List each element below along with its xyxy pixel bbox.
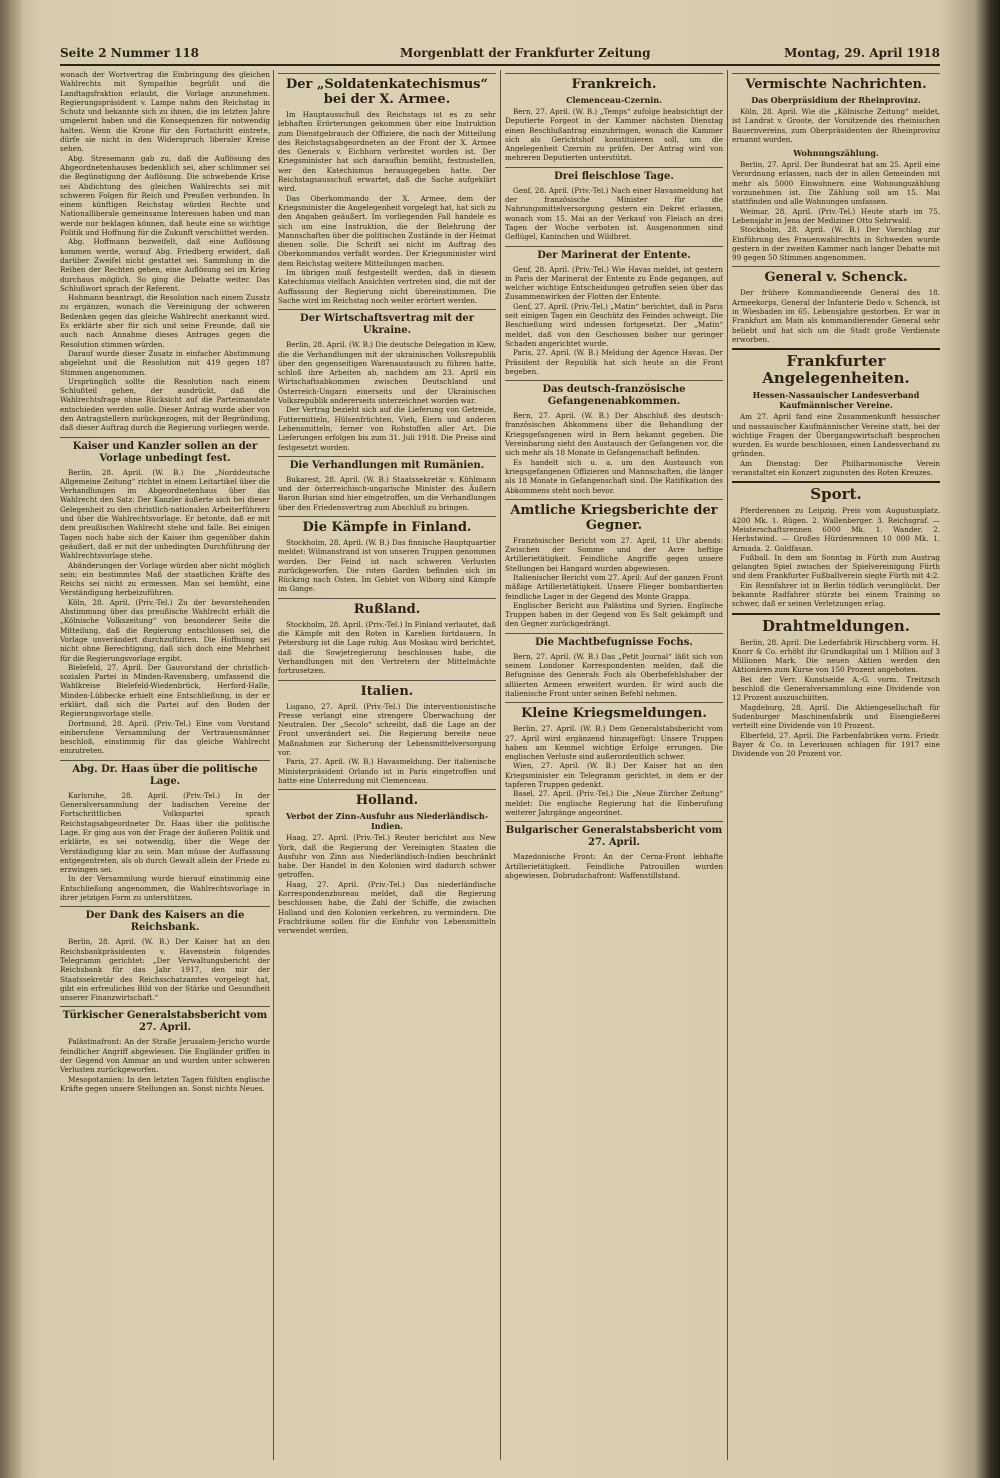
paragraph: Bielefeld, 27. April. Der Gauvorstand der christlich-sozialen Partei in Minden-Ravensberg, umfassend die Wahlkreise Bielefeld-Wiedenbrück, Herford-Halle, Minden-Lübbecke erhielt eine Entschließung, in der er erklärt, daß sich die Partei auf den Boden der Regierungsvorlage stelle. (60, 662, 270, 719)
article (732, 107, 940, 144)
paragraph: Basel, 27. April. (Priv.-Tel.) Die „Neue Zürcher Zeitung“ meldet: Die englische Regierung hat die Einberufung weiterer Jahrgänge angeordnet. (505, 789, 723, 817)
article (60, 1037, 270, 1093)
headline: Die Kämpfe in Finland. (278, 516, 496, 535)
paragraph: Wien, 27. April. (W. B.) Der Kaiser hat an den Kriegsminister ein Telegramm gerichtet, in dem er der tapferen Truppen gedenkt. (505, 761, 723, 790)
headline: Der Marinerat der Entente. (505, 246, 723, 262)
page-header (60, 42, 940, 66)
paragraph: Bukarest, 28. April. (W. B.) Staatssekretär v. Kühlmann und der österreichisch-ungarische Minister des Äußern Baron Burian sind hier eingetroffen, um die Verhandlungen über den Friedensvertrag zum Abschluß zu bringen. (278, 474, 496, 512)
headline: General v. Schenck. (732, 266, 940, 285)
article (60, 468, 270, 756)
article (732, 160, 940, 262)
paragraph: Stockholm, 28. April. (Priv.-Tel.) In Finland verlautet, daß die Kämpfe mit den Roten in Karelien fortdauern. In Petersburg ist die Lage ruhig. Aus Moskau wird berichtet, daß die Sowjetregierung beschlossen habe, die Verhandlungen mit den Vertretern der Mittelmächte fortzusetzen. (278, 619, 496, 676)
paragraph: Lugano, 27. April. (Priv.-Tel.) Die interventionistische Presse verlangt eine strengere Überwachung der Neutralen. Der „Secolo“ schreibt, daß die Lage an der Front unverändert sei. Die Regierung bereite neue Maßnahmen zur Sicherung der Lebensmittelversorgung vor. (278, 701, 496, 758)
paragraph: Berlin, 28. April. (W. B.) Die deutsche Delegation in Kiew, die die Verhandlungen mit der ukrainischen Volksrepublik über den gegenseitigen Warenaustausch zu führen hatte, schloß ihre Arbeiten ab, nachdem am 23. April ein Wirtschaftsabkommen zwischen Deutschland und Österreich-Ungarn einerseits und der Ukrainischen Volksrepublik andererseits unterzeichnet worden war. (278, 340, 496, 406)
paragraph: Abänderungen der Vorlage würden aber nicht möglich sein; ein bestimmtes Maß der staatlichen Kräfte des Reichs sei nicht zu ermessen. Man sei bemüht, eine Verständigung herbeizuführen. (60, 560, 270, 598)
article (732, 288, 940, 344)
subheadline: Das Oberpräsidium der Rheinprovinz. (751, 95, 921, 105)
paragraph: wonach der Wortvertrag die Einbringung des gleichen Wahlrechts mit Sympathie begrüßt und die Landtagsfraktion erlaubt, die Vorlage anzunehmen. Regierungspräsident v. Lampe nahm den Reichstag in Schutz und bekannte sich zu ihnen, die im letzten Jahre umgelernt haben und die Konsequenzen für notwendig halten. Wenn die Krone für den Fortschritt eintrete, dürfe sie nicht in den Widerspruch liberaler Kreise sehen. (60, 70, 270, 154)
article (278, 538, 496, 594)
headline: Die Verhandlungen mit Rumänien. (278, 456, 496, 472)
article (505, 536, 723, 629)
headline: Das deutsch-französische Gefangenenabkommen. (505, 380, 723, 408)
paragraph: Stockholm, 28. April. (W. B.) Der Vorschlag zur Einführung des Frauenwahlrechts in Schweden wurde gestern in der zweiten Kammer nach langer Debatte mit 99 gegen 50 Stimmen angenommen. (732, 225, 940, 263)
article (732, 412, 940, 477)
article (60, 791, 270, 903)
paragraph: Im Hauptausschuß des Reichstags ist es zu sehr lebhaften Erörterungen gekommen über eine Instruktion zum Dienstgebrauch der Offiziere, die nach der Mitteilung des Reichstagsabgeordneten an der Front der X. Armee des Generals v. Eichhorn verbreitet worden ist. Der Kriegsminister hat sich daraufhin bemüht, festzustellen, wer den Katechismus herausgegeben hatte. Der Reichstagsausschuß erwartet, daß die Sache aufgeklärt wird. (278, 110, 496, 194)
paragraph: Ursprünglich sollte die Resolution nach einem Schlußteil gehen, der ausdrückt, daß die Wahlrechtsfrage ohne Rücksicht auf die Parteimandate entschieden werden solle. Dieser Antrag wurde aber von den Antragstellern zurückgezogen, mit der Begründung, daß dieser Auftrag durch die Regierung vorliegen werde. (60, 376, 270, 433)
paragraph: Paris, 27. April. (W. B.) Meldung der Agence Havas. Der Präsident der Republik hat sich heute an die Front begeben. (505, 348, 723, 376)
headline: Abg. Dr. Haas über die politische Lage. (60, 760, 270, 788)
article (278, 475, 496, 512)
paragraph: Am 27. April fand eine Zusammenkunft hessischer und nassauischer Kaufmännischer Vereine statt, bei der wichtige Fragen der Übergangswirtschaft besprochen wurden. Es wurde beschlossen, einen Landesverband zu gründen. (732, 412, 940, 459)
headline: Frankreich. (505, 73, 723, 92)
headline: Kleine Kriegsmeldungen. (505, 702, 723, 721)
headline: Drei fleischlose Tage. (505, 167, 723, 183)
paragraph: Bei der Verr. Kunstseide A.-G. vorm. Treitzsch beschloß die Generalversammlung eine Dividende von 12 Prozent auszuschütten. (732, 674, 940, 703)
paragraph: Stockholm, 28. April. (W. B.) Das finnische Hauptquartier meldet: Wilmanstrand ist von unseren Truppen genommen worden. Der Feind ist nach schweren Verlusten zurückgeworfen. Die roten Garden befinden sich im Rückzug nach Osten. Im Gebiet von Wiborg sind Kämpfe im Gange. (278, 537, 496, 594)
paragraph: Elberfeld, 27. April. Die Farbenfabriken vorm. Friedr. Bayer & Co. in Leverkusen schlagen für 1917 eine Dividende von 20 Prozent vor. (732, 730, 940, 759)
paragraph: Französischer Bericht vom 27. April, 11 Uhr abends: Zwischen der Somme und der Avre heftige Artillerietätigkeit. Feindliche Angriffe gegen unsere Stellungen bei Hangard wurden abgewiesen. (505, 535, 723, 573)
paragraph: Berlin, 27. April. (W. B.) Dem Generalstabsbericht vom 27. April wird ergänzend hinzugefügt: Unsere Truppen haben am Kemmel wichtige Erfolge errungen. Die englischen Verluste sind außerordentlich schwer. (505, 724, 723, 762)
paragraph: Am Dienstag: Der Philharmonische Verein veranstaltet ein Konzert zugunsten des Roten Kreuzes. (732, 458, 940, 478)
paragraph: Es handelt sich u. a. um den Austausch von kriegsgefangenen Offizieren und Mannschaften, die länger als 18 Monate in Gefangenschaft sind. Die Ratifikation des Abkommens steht noch bevor. (505, 457, 723, 495)
headline: Der Dank des Kaisers an die Reichsbank. (60, 906, 270, 934)
paragraph: Hohmann beantragt, die Resolution nach einem Zusatz zu ergänzen, wonach die Vereinigung der schweren Bedenken gegen das gleiche Wahlrecht anerkannt wird. Es erklärte aber für sich und seine Freunde, daß sie auch nach Annahme dieses Antrages gegen die Resolution stimmen würden. (60, 293, 270, 349)
article (505, 107, 723, 163)
paragraph: Bern, 27. April. (W. B.) „Temps“ zufolge beabsichtigt der Deputierte Forgeot in der Kammer nächsten Dienstag einen Beschlußantrag einzubringen, wonach die Kammer sich als Gerichtshof konstituieren soll, um die Angelegenheit Czernin zu prüfen. Der Antrag wird von mehreren Deputierten unterstützt. (505, 107, 723, 163)
page-number: Seite 2 Nummer 118 (60, 46, 200, 60)
paragraph: Palästinafront: An der Straße Jerusalem-Jericho wurde feindlicher Angriff abgewiesen. Die Engländer griffen in der Gegend von Ammar an und wurden unter schweren Verlusten zurückgeworfen. (60, 1037, 270, 1075)
article (278, 340, 496, 452)
paragraph: Darauf wurde dieser Zusatz in einfacher Abstimmung abgelehnt und die Resolution mit 419 gegen 187 Stimmen angenommen. (60, 348, 270, 377)
article (732, 638, 940, 759)
paragraph: Berlin, 28. April. Die Lederfabrik Hirschberg vorm. H. Knorr & Co. erhöht ihr Grundkapital um 1 Million auf 3 Millionen Mark. Die neuen Aktien werden den Aktionären zum Kurse von 150 Prozent angeboten. (732, 637, 940, 675)
paragraph: Pferderennen zu Leipzig. Preis vom Augustusplatz. 4200 Mk. 1. Rügen. 2. Wallenberger. 3. Reichsgraf. — Meisterschaftsrennen 6000 Mk. 1. Wander. 2. Herbstwind. — Großes Hürdenrennen 10 000 Mk. 1. Armada. 2. Goldfasan. (732, 506, 940, 553)
subheadline: Wohnungszählung. (793, 148, 879, 159)
article (278, 620, 496, 676)
paragraph: Genf, 28. April. (Priv.-Tel.) Wie Havas meldet, ist gestern in Paris der Marinerat der Entente zu Ende gegangen, auf welcher wichtige Entscheidungen getroffen seien über das Zusammenwirken der Flotten der Entente. (505, 264, 723, 302)
article (505, 652, 723, 698)
headline: Die Machtbefugnisse Fochs. (505, 633, 723, 649)
article (278, 110, 496, 305)
headline: Türkischer Generalstabsbericht vom 27. April. (60, 1006, 270, 1034)
headline: Sport. (732, 481, 940, 503)
headline: Rußland. (278, 598, 496, 617)
paragraph: Bern, 27. April. (W. B.) Das „Petit Journal“ läßt sich von seinem Londoner Korrespondenten melden, daß die Befugnisse des Generals Foch als Oberbefehlshaber der alliierten Armeen erweitert wurden. Er wird auch die italienische Front unter seinen Befehl nehmen. (505, 651, 723, 698)
paragraph: Haag, 27. April. (Priv.-Tel.) Reuter berichtet aus New York, daß die Regierung der Vereinigten Staaten die Ausfuhr von Zinn aus Niederländisch-Indien beschränkt habe. Der Handel in den Kolonien wird dadurch schwer getroffen. (278, 833, 496, 880)
paragraph: Bern, 27. April. (W. B.) Der Abschluß des deutsch-französischen Abkommens über die Behandlung der Kriegsgefangenen wird in Bern bekannt gegeben. Die Vereinbarung sieht den Austausch der Gefangenen vor, die sich mehr als 18 Monate in Gefangenschaft befinden. (505, 411, 723, 458)
paragraph: Magdeburg, 28. April. Die Aktiengesellschaft für Sudenburger Maschinenfabrik und Eisengießerei verteilt eine Dividende von 10 Prozent. (732, 702, 940, 731)
article-wahlrecht-debate (60, 70, 270, 433)
subheadline: Verbot der Zinn-Ausfuhr aus Niederländisch-Indien. (285, 811, 489, 832)
newspaper-title: Morgenblatt der Frankfurter Zeitung (400, 46, 651, 60)
headline: Der Wirtschaftsvertrag mit der Ukraine. (278, 309, 496, 337)
paragraph: Berlin, 28. April. (W. B.) Der Kaiser hat an den Reichsbankpräsidenten v. Havenstein folgendes Telegramm gerichtet: „Der Verwaltungsbericht der Reichsbank für das Jahr 1917, den mir der Staatssekretär des Reichsschatzamtes vorgelegt hat, gibt ein erfreuliches Bild von der Stärke und Gesundheit unserer Finanzwirtschaft.“ (60, 937, 270, 1003)
column-2 (278, 70, 496, 1460)
paragraph: Köln, 28. April. (Priv.-Tel.) Zu der bevorstehenden Abstimmung über das preußische Wahlrecht erhält die „Kölnische Volkszeitung“ von besonderer Seite die Mitteilung, daß die Regierung entschlossen sei, die Vorlage unverändert durchzuführen. Die Hoffnung sei nicht ohne Berechtigung, daß sich doch eine Mehrheit für die Regierungsvorlage ergibt. (60, 597, 270, 663)
paragraph: Genf, 27. April. (Priv.-Tel.) „Matin“ berichtet, daß in Paris seit einigen Tagen ein Geschütz des Feindes schweigt. Die Beschießung wird indessen fortgesetzt. Der „Matin“ meldet, daß von den Geschossen bisher nur geringer Schaden angerichtet wurde. (505, 301, 723, 348)
paragraph: Genf, 28. April. (Priv.-Tel.) Nach einer Havasmeldung hat der französische Minister für die Nahrungsmittelversorgung gestern ein Dekret erlassen, wonach vom 15. Mai an der Verkauf von Fleisch an drei Tagen der Woche verboten ist. Ausgenommen sind Geflügel, Kaninchen und Wildbret. (505, 185, 723, 242)
article (505, 186, 723, 242)
article (505, 265, 723, 377)
headline: Kaiser und Kanzler sollen an der Vorlage unbedingt fest. (60, 437, 270, 465)
paragraph: Fußball. In dem am Sonntag in Fürth zum Austrag gelangten Spiel zwischen der Spielvereinigung Fürth und dem Frankfurter Fußballverein siegte Fürth mit 4:2. (732, 552, 940, 581)
article (60, 937, 270, 1002)
paragraph: Mazedonische Front: An der Cerna-Front lebhafte Artillerietätigkeit. Feindliche Patrouillen wurden abgewiesen. Dobrudschafront: Waffenstillstand. (505, 852, 723, 880)
paragraph: Das Oberkommando der X. Armee, dem der Kriegsminister die Angelegenheit vorgelegt hat, hat sich zu den Angaben geäußert. Im vorliegenden Fall handele es sich um eine Instruktion, die der Belehrung der Mannschaften über die politischen Zustände in der Heimat dienen solle. Die Schrift sei nicht im Auftrag des Oberkommandos verfaßt worden. Der Kriegsminister wird dem Reichstag weitere Mitteilungen machen. (278, 193, 496, 268)
paragraph: Weimar, 28. April. (Priv.-Tel.) Heute starb im 75. Lebensjahr in Jena der Mediziner Otto Sehrwald. (732, 206, 940, 225)
paragraph: Paris, 27. April. (W. B.) Havasmeldung. Der italienische Ministerpräsident Orlando ist in Paris eingetroffen und hatte eine Unterredung mit Clemenceau. (278, 757, 496, 785)
subheadline: Clemenceau-Czernin. (566, 95, 662, 105)
binding-edge (0, 0, 22, 1478)
headline: Vermischte Nachrichten. (732, 73, 940, 92)
paragraph: Köln, 28. April. Wie die „Kölnische Zeitung“ meldet, ist Landrat v. Groote, der Vorsitzende des rheinischen Bauernvereins, zum Oberpräsidenten der Rheinprovinz ernannt worden. (732, 107, 940, 144)
headline: Der „Soldatenkatechismus“ bei der X. Armee. (278, 73, 496, 107)
column-rule (500, 70, 501, 1460)
paragraph: Englischer Bericht aus Palästina und Syrien. Englische Truppen haben in der Gegend von Es Salt gekämpft und den Gegner zurückgedrängt. (505, 600, 723, 629)
paragraph: Ein Rennfahrer ist in Berlin tödlich verunglückt. Der bekannte Radfahrer stürzte bei einem Training so schwer, daß er seinen Verletzungen erlag. (732, 580, 940, 609)
paragraph: Im übrigen muß festgestellt werden, daß in diesem Katechismus vielfach Ansichten vertreten sind, die mit der Auffassung der Regierung nicht übereinstimmen. Die Sache wird im Reichstag noch weiter erörtert werden. (278, 268, 496, 305)
column-rule (727, 70, 728, 1460)
article (278, 833, 496, 935)
paragraph: Mesopotamien: In den letzten Tagen fühlten englische Kräfte gegen unsere Stellungen an. Sonst nichts Neues. (60, 1074, 270, 1093)
column-1 (60, 70, 270, 1460)
paragraph: Der frühere Kommandierende General des 18. Armeekorps, General der Infanterie Dedo v. Schenck, ist in Wiesbaden im 65. Lebensjahre gestorben. Er war in Frankfurt am Main als kommandierender General sehr beliebt und hat sich um die Stadt große Verdienste erworben. (732, 288, 940, 344)
column-3 (505, 70, 723, 1460)
article (505, 852, 723, 880)
paragraph: Berlin, 28. April. (W. B.) Die „Norddeutsche Allgemeine Zeitung“ richtet in einem Leitartikel über die Verhandlungen im Abgeordnetenhaus über das Wahlrecht den Satz: Der Kanzler äußerte sich bei dieser Gelegenheit zu den christlich-nationalen Arbeiterführern und über die Wahlrechtsvorlage. Er betonte, daß er mit dem preußischen Wahlrecht stehe und falle. Bei einigen Tagen noch habe sich der Kaiser ihm gegenüber dahin geäußert, daß er mit der unbedingten Durchführung der Wahlrechtsvorlage stehe. (60, 467, 270, 561)
paragraph: Abg. Stresemann gab zu, daß die Auflösung des Abgeordnetenhauses bedenklich sei, aber schlimmer sei die Begünstigung der Auflösung. Die schwebende Krise sei Abdichtung des gleichen Wahlrechts sei mit schweren Folgen für Reich und Preußen verbunden. In einem künftigen Reichstag würden Rechte und Nationalliberale gemeinsame Interessen haben und man werde nur beklagen können, daß heute eine so wichtige Politik und Hoffnung für die Zukunft verschüttet werden. (60, 153, 270, 238)
paragraph: Italienischer Bericht vom 27. April: Auf der ganzen Front mäßige Artillerietätigkeit. Unsere Flieger bombardierten feindliche Lager in der Gegend des Monte Grappa. (505, 572, 723, 601)
headline: Frankfurter Angelegenheiten. (732, 348, 940, 387)
paragraph: Dortmund, 28. April. (Priv.-Tel.) Eine vom Vorstand einberufene Versammlung der Vertrauensmänner beschloß, einstimmig für das gleiche Wahlrecht einzutreten. (60, 718, 270, 756)
paragraph: Berlin, 27. April. Der Bundesrat hat am 25. April eine Verordnung erlassen, nach der in allen Gemeinden mit mehr als 5000 Einwohnern eine Wohnungszählung vorzunehmen ist. Die Zählung soll am 15. Mai stattfinden und alle Wohnungen umfassen. (732, 160, 940, 207)
paragraph: In der Versammlung wurde hierauf einstimmig eine Entschließung angenommen, die Wahlrechtsvorlage in ihrer jetzigen Form zu unterstützen. (60, 874, 270, 903)
article (278, 702, 496, 786)
headline: Bulgarischer Generalstabsbericht vom 27. April. (505, 821, 723, 849)
headline: Italien. (278, 680, 496, 699)
paragraph: Der Vertrag bezieht sich auf die Lieferung von Getreide, Futtermitteln, Hülsenfrüchten, Vieh, Eiern und anderen Lebensmitteln, ferner von Rohstoffen aller Art. Die Lieferungen erfolgen bis zum 31. Juli 1918. Die Preise sind festgesetzt worden. (278, 405, 496, 452)
paragraph: Haag, 27. April. (Priv.-Tel.) Das niederländische Korrespondenzbureau meldet, daß die Regierung beschlossen habe, die Zahl der Schiffe, die zwischen Holland und den Kolonien verkehren, zu vermindern. Die Frachträume sollen für die Einfuhr von Lebensmitteln verwendet werden. (278, 879, 496, 936)
headline: Holland. (278, 789, 496, 808)
article (505, 411, 723, 495)
issue-date: Montag, 29. April 1918 (784, 46, 940, 60)
subheadline: Hessen-Nassauischer Landesverband Kaufmännischer Vereine. (752, 390, 920, 411)
paragraph: Abg. Hoffmann bezweifelt, daß eine Auflösung kommen werde, worauf Abg. Friedberg erwidert, daß darüber Zweifel nicht gestattet sei. Sammlung in die Reihen der Rechten gehen, eine Auflösung sei im Krieg durchaus möglich. So ging die Debatte weiter. Das Schlußwort sprach der Referent. (60, 237, 270, 293)
column-4 (732, 70, 940, 1460)
headline: Amtliche Kriegsberichte der Gegner. (505, 499, 723, 533)
article (505, 724, 723, 817)
article (732, 506, 940, 608)
paragraph: Karlsruhe, 28. April. (Priv.-Tel.) In der Generalversammlung der badischen Vereine der Fortschrittlichen Volkspartei sprach Reichstagsabgeordneter Dr. Haas über die politische Lage. Er ging aus von der Frage der äußeren Politik und erklärte, es sei notwendig, über die Wege der Verständigung klar zu sein. Man müsse der Auffassung entgegentreten, als ob durch Gewalt allein der Friede zu erzwingen sei. (60, 790, 270, 875)
headline: Drahtmeldungen. (732, 613, 940, 635)
column-rule (273, 70, 274, 1460)
